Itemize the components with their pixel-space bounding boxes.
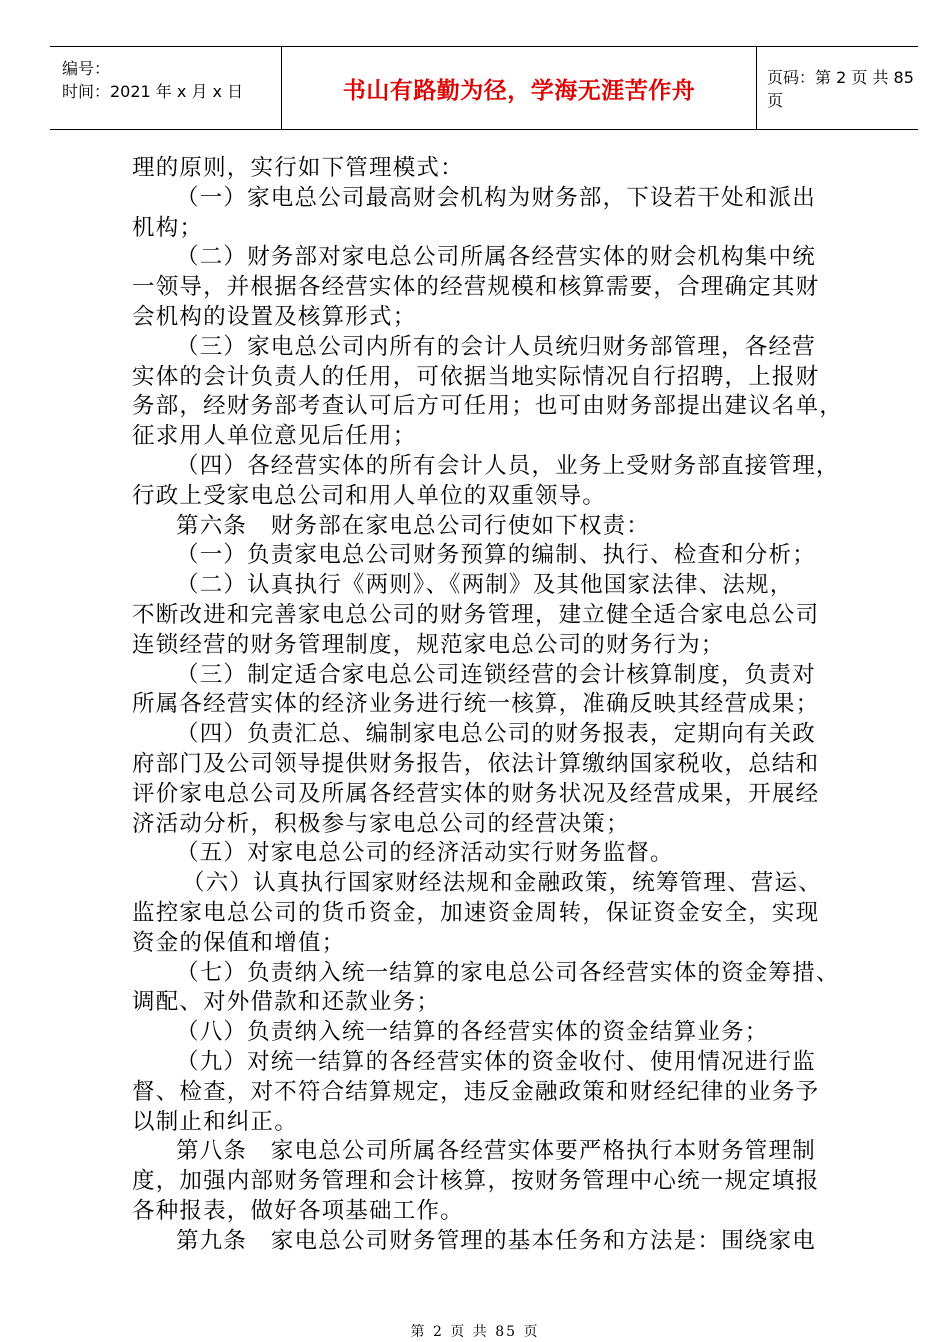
body-line: （八）负责纳入统一结算的各经营实体的资金结算业务； xyxy=(176,1019,769,1046)
body-line: （五）对家电总公司的经济活动实行财务监督。 xyxy=(176,840,674,867)
body-line: （四）负责汇总、编制家电总公司的财务报表，定期向有关政 xyxy=(176,721,816,748)
header-page-info: 页码：第 2 页 共 85 页 xyxy=(767,68,914,110)
header-motto-cell xyxy=(282,47,757,129)
body-line: （三）制定适合家电总公司连锁经营的会计核算制度，负责对 xyxy=(176,661,816,688)
body-line: 连锁经营的财务管理制度，规范家电总公司的财务行为； xyxy=(132,631,725,658)
header-meta xyxy=(50,47,282,129)
body-line: 会机构的设置及核算形式； xyxy=(132,303,417,330)
body-line: 济活动分析，积极参与家电总公司的经营决策； xyxy=(132,810,630,837)
article-heading-line: 第六条 财务部在家电总公司行使如下权责： xyxy=(176,512,651,539)
page-header xyxy=(50,46,918,130)
body-line: （九）对统一结算的各经营实体的资金收付、使用情况进行监 xyxy=(176,1048,816,1075)
body-line: 一领导，并根据各经营实体的经营规模和核算需要，合理确定其财 xyxy=(132,274,820,301)
body-line: （三）家电总公司内所有的会计人员统归财务部管理，各经营 xyxy=(176,333,816,360)
body-line: 评价家电总公司及所属各经营实体的财务状况及经营成果，开展经 xyxy=(132,780,820,807)
body-line: （六）认真执行国家财经法规和金融政策，统筹管理、营运、 xyxy=(182,870,822,897)
body-line: 府部门及公司领导提供财务报告，依法计算缴纳国家税收，总结和 xyxy=(132,750,820,777)
body-line: （七）负责纳入统一结算的家电总公司各经营实体的资金筹措、 xyxy=(176,959,840,986)
body-line: 度，加强内部财务管理和会计核算，按财务管理中心统一规定填报 xyxy=(132,1168,820,1195)
body-line: 以制止和纠正。 xyxy=(132,1108,298,1135)
document-time: 时间：2021 年 x 月 x 日 xyxy=(62,82,244,101)
body-line: 务部，经财务部考查认可后方可任用；也可由财务部提出建议名单， xyxy=(132,393,844,420)
body-line: （一）负责家电总公司财务预算的编制、执行、检查和分析； xyxy=(176,542,816,569)
document-number-label: 编号： xyxy=(62,59,111,78)
body-text xyxy=(132,154,872,1256)
header-page-info-cell xyxy=(757,47,918,129)
body-line: 督、检查，对不符合结算规定，违反金融政策和财经纪律的业务予 xyxy=(132,1078,820,1105)
body-line: 调配、对外借款和还款业务； xyxy=(132,989,441,1016)
article-heading-line: 第八条 家电总公司所属各经营实体要严格执行本财务管理制 xyxy=(176,1138,816,1165)
page-footer: 第 2 页 共 85 页 xyxy=(410,1324,540,1340)
body-line: 实体的会计负责人的任用，可依据当地实际情况自行招聘，上报财 xyxy=(132,363,820,390)
body-line: 各种报表，做好各项基础工作。 xyxy=(132,1197,464,1224)
body-line: 机构； xyxy=(132,214,204,241)
body-line: （四）各经营实体的所有会计人员，业务上受财务部直接管理， xyxy=(176,452,840,479)
header-motto: 书山有路勤为径，学海无涯苦作舟 xyxy=(342,77,696,104)
body-line: 不断改进和完善家电总公司的财务管理，建立健全适合家电总公司 xyxy=(132,601,820,628)
article-heading-line: 第九条 家电总公司财务管理的基本任务和方法是：围绕家电 xyxy=(176,1227,816,1254)
body-line: 资金的保值和增值； xyxy=(132,929,346,956)
body-line: 所属各经营实体的经济业务进行统一核算，准确反映其经营成果； xyxy=(132,691,820,718)
body-line: 行政上受家电总公司和用人单位的双重领导。 xyxy=(132,482,607,509)
body-line: 征求用人单位意见后任用； xyxy=(132,423,417,450)
body-line: 理的原则，实行如下管理模式： xyxy=(132,155,464,181)
body-line: 监控家电总公司的货币资金，加速资金周转，保证资金安全，实现 xyxy=(132,899,820,926)
body-line: （二）财务部对家电总公司所属各经营实体的财会机构集中统 xyxy=(176,244,816,271)
body-line: （一）家电总公司最高财会机构为财务部，下设若干处和派出 xyxy=(176,184,816,211)
body-line: （二）认真执行《两则》、《两制》及其他国家法律、法规， xyxy=(176,572,794,599)
